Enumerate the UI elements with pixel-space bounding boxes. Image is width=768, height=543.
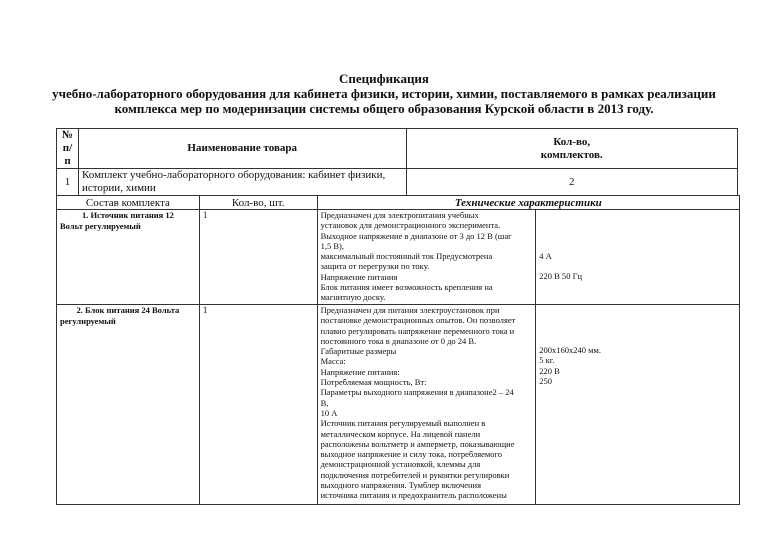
header-technical-specs: Технические характеристики	[317, 196, 739, 210]
item-name-line-2: Вольт регулируемый	[60, 221, 141, 231]
description-line: демонстрационной установкой, клеммы для	[320, 459, 481, 470]
value-current: 4 А	[539, 251, 552, 261]
description-line: источника питания и предохранитель расположены	[320, 490, 507, 501]
header-number	[57, 129, 79, 169]
header-count-line-1: Кол-во,	[553, 135, 591, 148]
description-line: 10 А	[320, 407, 338, 418]
header-number-line-1: №	[61, 129, 74, 141]
item-name	[57, 305, 200, 505]
summary-table	[56, 128, 738, 196]
description-line: Предназначен для питания электроустановок при	[320, 305, 500, 315]
description-line: Параметры выходного напряжения в диапазоне2 – 24	[320, 387, 514, 398]
item-values	[536, 305, 740, 505]
item-name	[57, 210, 200, 305]
description-line: Блок питания имеет возможность крепления на	[320, 282, 493, 293]
description-line: защита от перегрузки по току.	[320, 261, 430, 272]
header-number-line-2: п/п	[62, 142, 73, 167]
header-quantity: Кол-во, шт.	[199, 196, 317, 210]
document-title: Спецификация	[339, 71, 429, 86]
description-line: подключения потребителей и рукоятки регулировки	[320, 469, 510, 480]
description-line: Напряжение питания	[320, 271, 398, 282]
description-line: Выходное напряжение в диапазоне от 3 до 12 В (шаг	[320, 230, 512, 241]
summary-row	[57, 169, 738, 196]
description-line: выходного напряжения. Тумблер включения	[320, 480, 482, 491]
description-line: расположены вольтметр и амперметр, показывающие	[320, 438, 515, 449]
description-line: металлическом корпусе. На лицевой панели	[320, 428, 481, 439]
item-quantity: 1	[199, 210, 317, 305]
description-line: Источник питания регулируемый выполнен в	[320, 418, 486, 429]
description-line: постоянного тока в диапазоне от 0 до 24 В.	[320, 335, 477, 346]
value-dimensions: 200х160х240 мм.	[539, 345, 602, 355]
description-line: постановке демонстрационных опытов. Он позволяет	[320, 315, 516, 326]
description-line: Предназначен для электропитания учебных	[320, 210, 479, 220]
summary-row-number: 1	[57, 169, 79, 196]
item-quantity: 1	[199, 305, 317, 505]
item-description	[317, 210, 536, 305]
summary-row-count: 2	[406, 169, 738, 196]
item-description	[317, 305, 536, 505]
header-product-name: Наименование товара	[78, 129, 406, 169]
description-line: В,	[320, 397, 329, 408]
summary-row-name-line-1: Комплект учебно-лабораторного оборудования: кабинет физики,	[81, 169, 386, 181]
header-count-line-2: комплектов.	[540, 148, 603, 161]
item-name-line-1: 2. Блок питания 24 Вольта	[76, 305, 180, 315]
detail-header-row	[57, 196, 740, 210]
header-composition: Состав комплекта	[57, 196, 200, 210]
detail-item-row	[57, 210, 740, 305]
item-values	[536, 210, 740, 305]
summary-row-name	[78, 169, 406, 196]
description-line: плавно регулировать напряжение переменного тока и	[320, 325, 515, 336]
description-line: 1,5 В),	[320, 240, 344, 251]
value-mass: 5 кг.	[539, 355, 555, 366]
description-line: максимальный постоянный ток Предусмотрена	[320, 251, 493, 262]
summary-header-row	[57, 129, 738, 169]
header-count	[406, 129, 738, 169]
description-line: Напряжение питания:	[320, 366, 400, 377]
description-line: Габаритные размеры	[320, 346, 397, 357]
detail-table	[56, 195, 740, 505]
description-line: Потребляемая мощность, Вт:	[320, 377, 427, 388]
value-voltage: 220 В 50 Гц	[539, 271, 583, 282]
value-voltage: 220 В	[539, 365, 560, 376]
item-name-line-2: регулируемый	[60, 316, 116, 326]
description-line: установок для демонстрационного эксперимента.	[320, 220, 501, 231]
document-subtitle-line-2: комплекса мер по модернизации системы общего образования Курской области в 2013 году.	[114, 101, 654, 116]
summary-row-name-line-2: истории, химии	[81, 182, 156, 194]
document-subtitle-line-1: учебно-лабораторного оборудования для кабинета физики, истории, химии, поставляемого в рамках реализации	[52, 86, 716, 101]
description-line: выходное напряжение и силу тока, потребляемого	[320, 449, 503, 460]
description-line: магнитную доску.	[320, 292, 386, 303]
value-power: 250	[539, 375, 553, 386]
detail-item-row	[57, 305, 740, 505]
item-name-line-1: 1. Источник питания 12	[81, 210, 174, 220]
description-line: Масса:	[320, 356, 346, 367]
